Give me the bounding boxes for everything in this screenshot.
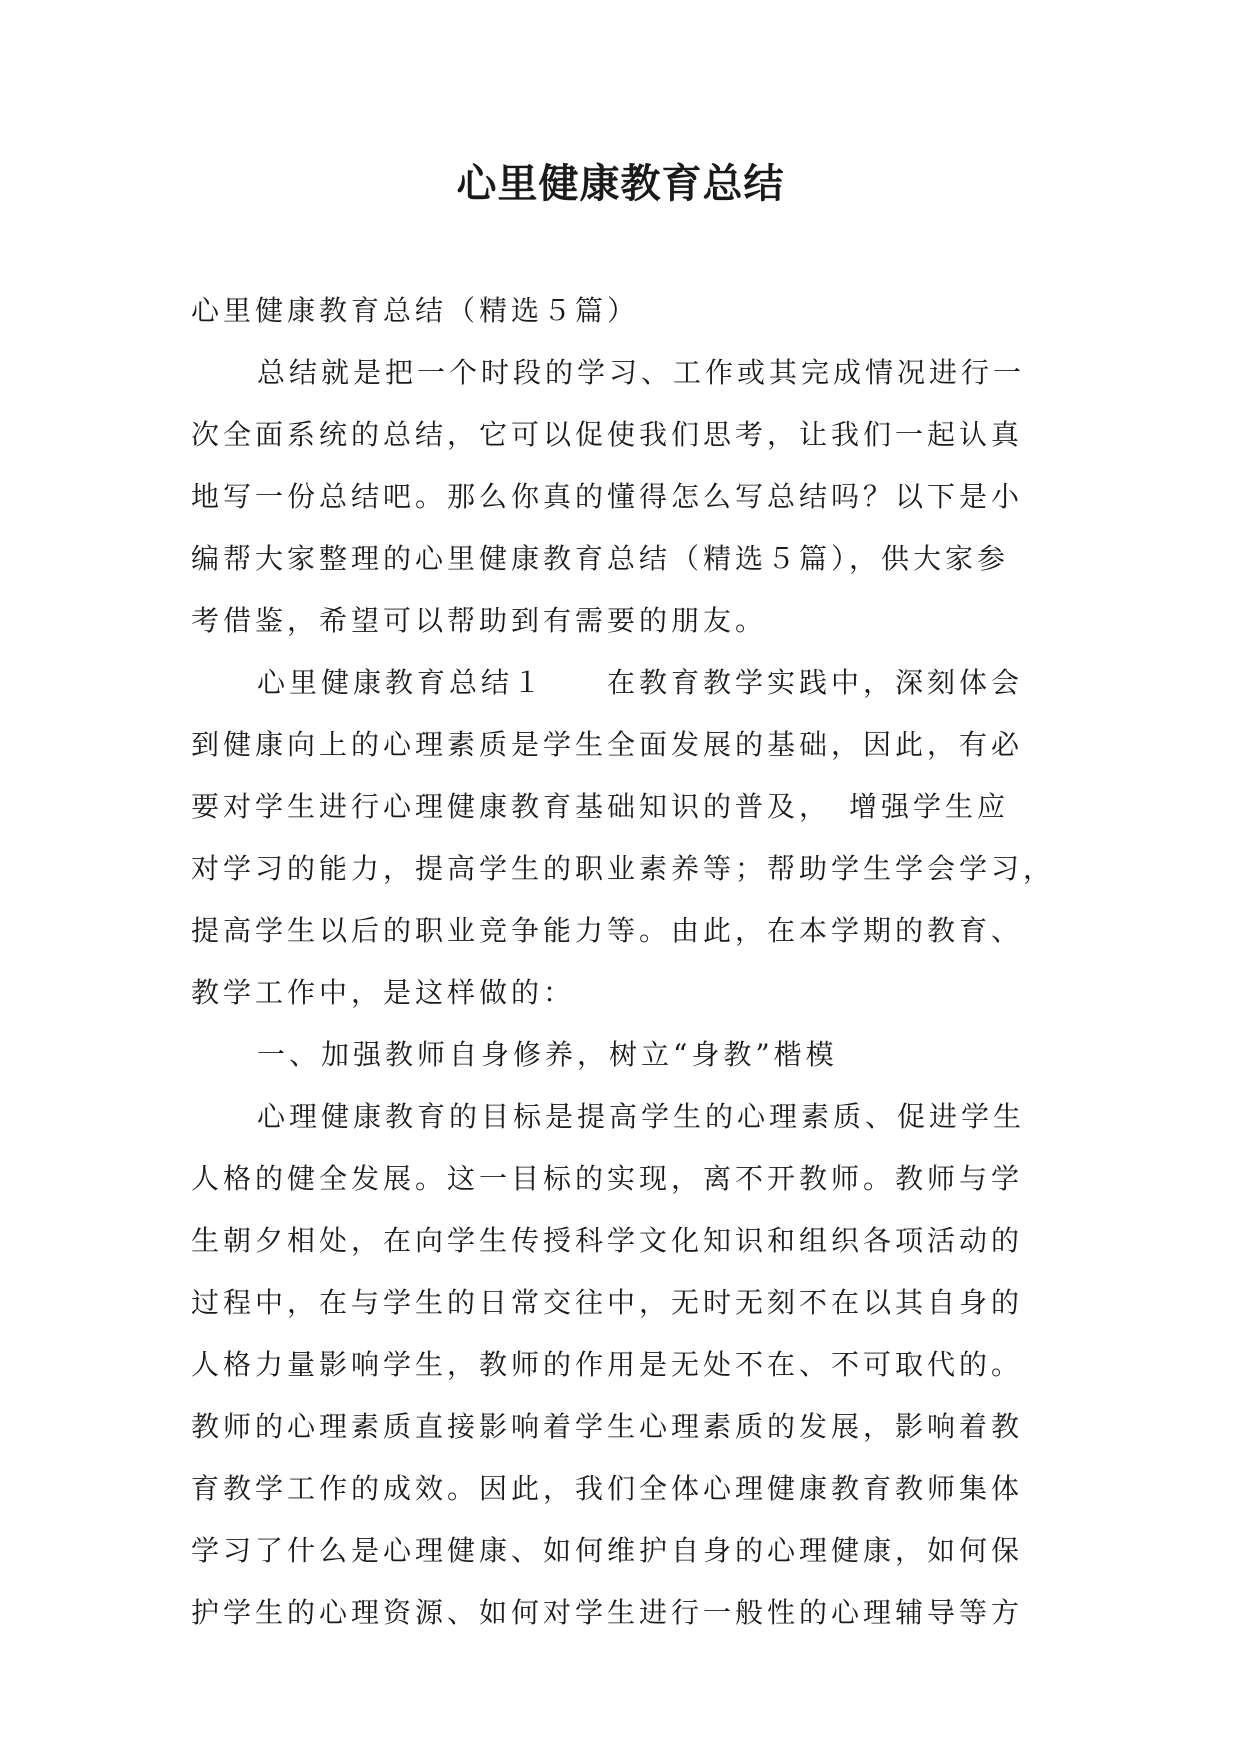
section-1-line-5: 提高学生以后的职业竞争能力等。由此，在本学期的教育、 — [191, 914, 1024, 947]
intro-line-5: 考借鉴，希望可以帮助到有需要的朋友。 — [191, 604, 768, 637]
point-1-line-9: 护学生的心理资源、如何对学生进行一般性的心理辅导等方 — [191, 1596, 1024, 1629]
point-1-heading: 一、加强教师自身修养，树立“身教”楷模 — [257, 1038, 838, 1071]
point-1-line-7: 育教学工作的成效。因此，我们全体心理健康教育教师集体 — [191, 1472, 1024, 1505]
section-1-first-line-text: 在教育教学实践中，深刻体会 — [607, 666, 1024, 699]
section-1-line-6: 教学工作中，是这样做的： — [191, 976, 576, 1009]
point-1-line-3: 生朝夕相处，在向学生传授科学文化知识和组织各项活动的 — [191, 1224, 1024, 1257]
intro-line-4: 编帮大家整理的心里健康教育总结（精选５篇），供大家参 — [191, 542, 1010, 575]
section-1-line-3: 要对学生进行心理健康教育基础知识的普及， 增强学生应 — [191, 790, 1010, 823]
section-1-heading: 心里健康教育总结１ — [257, 666, 546, 699]
section-1-line-4: 对学习的能力，提高学生的职业素养等；帮助学生学会学习， — [191, 852, 1056, 885]
document-body — [191, 290, 1091, 1654]
intro-line-3: 地写一份总结吧。那么你真的懂得怎么写总结吗？以下是小 — [191, 480, 1024, 513]
point-1-line-8: 学习了什么是心理健康、如何维护自身的心理健康，如何保 — [191, 1534, 1024, 1567]
section-1-line-2: 到健康向上的心理素质是学生全面发展的基础，因此，有必 — [191, 728, 1024, 761]
section-1-first-line — [191, 662, 1091, 724]
intro-line-1: 总结就是把一个时段的学习、工作或其完成情况进行一 — [257, 356, 1026, 389]
point-1-line-6: 教师的心理素质直接影响着学生心理素质的发展，影响着教 — [191, 1410, 1024, 1443]
point-1-line-5: 人格力量影响学生，教师的作用是无处不在、不可取代的。 — [191, 1348, 1024, 1381]
point-1-line-4: 过程中，在与学生的日常交往中，无时无刻不在以其自身的 — [191, 1286, 1024, 1319]
point-1-line-1: 心理健康教育的目标是提高学生的心理素质、促进学生 — [257, 1100, 1026, 1133]
intro-line-2: 次全面系统的总结，它可以促使我们思考，让我们一起认真 — [191, 418, 1024, 451]
document-subtitle: 心里健康教育总结（精选５篇） — [191, 294, 640, 327]
document-title: 心里健康教育总结 — [456, 161, 785, 207]
point-1-line-2: 人格的健全发展。这一目标的实现，离不开教师。教师与学 — [191, 1162, 1024, 1195]
